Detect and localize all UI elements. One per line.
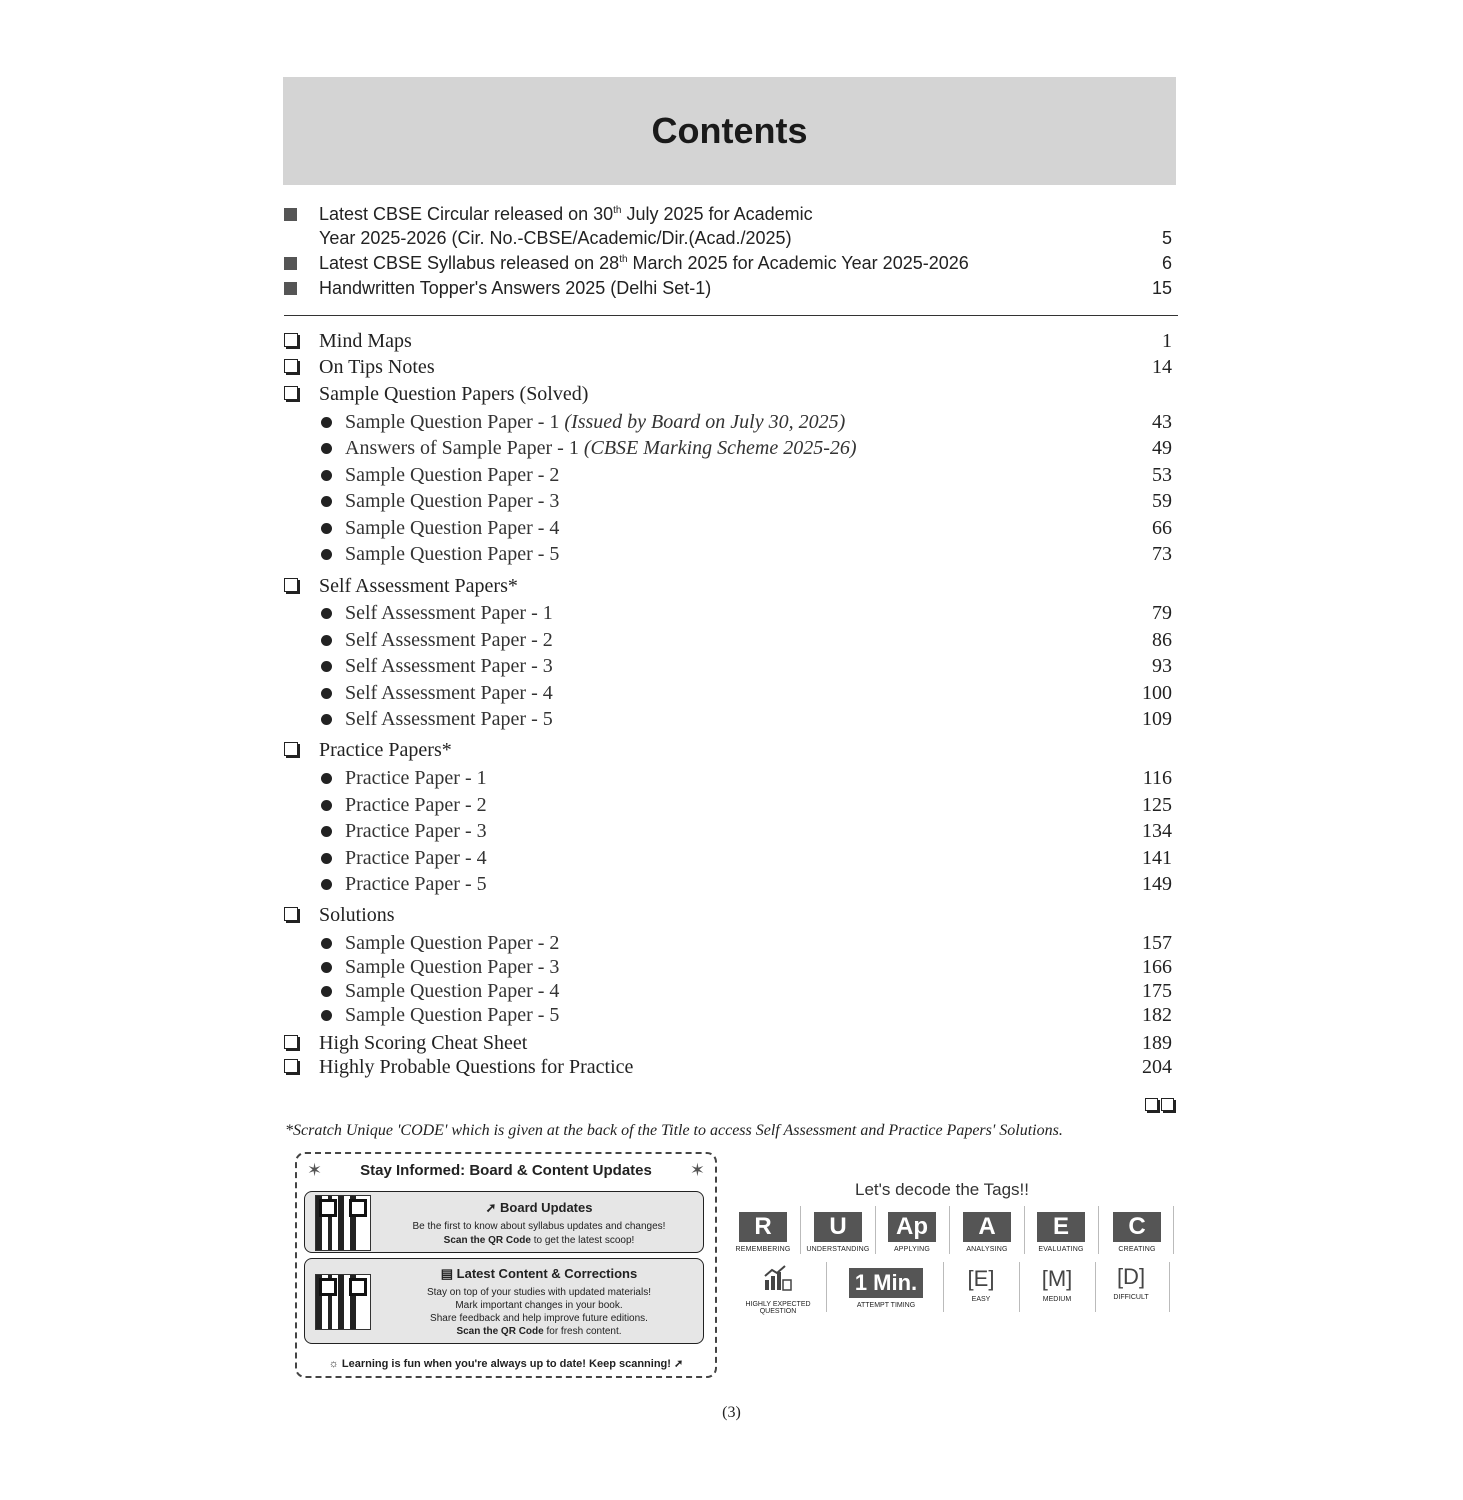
bullet-icon: [321, 688, 332, 699]
updates-panel: [295, 1152, 717, 1378]
contents-header: [283, 77, 1176, 185]
page-number: 189: [1142, 1032, 1172, 1054]
toc-section-sqp[interactable]: [284, 383, 1176, 407]
entry-label: High Scoring Cheat Sheet: [319, 1032, 528, 1054]
toc-sub-entry[interactable]: [284, 517, 1176, 541]
board-updates-card[interactable]: ➚ Board Updates Be the first to know about syllabus updates and changes! Scan the QR Code to get the latest scoop!: [304, 1191, 704, 1253]
rocket-icon: ➚: [485, 1200, 501, 1215]
toc-sub-entry[interactable]: [284, 629, 1176, 653]
entry-label: Practice Paper - 3: [345, 820, 487, 842]
footnote: *Scratch Unique 'CODE' which is given at the back of the Title to access Self Assessment and Practice Papers' Solutions.: [285, 1122, 1063, 1139]
bullet-icon: [321, 962, 332, 973]
tag-attempt-timing: 1 Min. ATTEMPT TIMING: [840, 1268, 932, 1309]
entry-label: Self Assessment Paper - 2: [345, 629, 553, 651]
scan-label: Scan the QR Code: [456, 1326, 544, 1337]
entry-label: Sample Question Paper - 5: [345, 1004, 560, 1026]
toc-sub-entry[interactable]: [284, 956, 1176, 980]
page-number: 6: [1161, 253, 1172, 273]
page-number: 73: [1152, 543, 1172, 565]
entry-label: Sample Question Paper - 3: [345, 490, 560, 512]
page-number: 100: [1142, 682, 1172, 704]
bullet-icon: [321, 986, 332, 997]
divider: [284, 315, 1178, 316]
page-number: 175: [1142, 980, 1172, 1002]
checkbox-bullet-icon: [284, 1059, 298, 1073]
scan-label: Scan the QR Code: [443, 1235, 531, 1246]
toc-section-self-assessment[interactable]: [284, 575, 1176, 599]
toc-entry-mind-maps[interactable]: [284, 330, 1176, 354]
checkbox-bullet-icon: [284, 386, 298, 400]
page-number: 109: [1142, 708, 1172, 730]
updates-heading: Stay Informed: Board & Content Updates: [360, 1162, 652, 1179]
bullet-icon: [321, 1010, 332, 1021]
toc-sub-entry[interactable]: [284, 464, 1176, 488]
page-number: 134: [1142, 820, 1172, 842]
entry-label: Sample Question Paper - 5: [345, 543, 560, 565]
entry-label: Practice Paper - 2: [345, 794, 487, 816]
entry-note: (CBSE Marking Scheme 2025-26): [583, 437, 857, 459]
latest-content-card[interactable]: ▤ Latest Content & Corrections Stay on top of your studies with updated materials! Mark important changes in your book. Share feedback and help improve future editions. Scan the QR Code for fresh content.: [304, 1258, 704, 1344]
tag-analysing: A ANALYSING: [950, 1212, 1024, 1253]
latest-content-title: Latest Content & Corrections: [456, 1266, 638, 1281]
toc-section-solutions[interactable]: [284, 904, 1176, 928]
bullet-icon: [321, 800, 332, 811]
page-number: 116: [1142, 767, 1172, 789]
party-popper-icon: ✶: [307, 1160, 323, 1180]
square-bullet-icon: [284, 282, 297, 295]
entry-note: (Issued by Board on July 30, 2025): [564, 411, 846, 433]
page-number: 43: [1152, 411, 1172, 433]
bullet-icon: [321, 879, 332, 890]
checkbox-bullet-icon: [284, 333, 298, 347]
page-number: 79: [1152, 602, 1172, 624]
checkbox-bullet-icon: [284, 1035, 298, 1049]
toc-sub-entry[interactable]: [284, 490, 1176, 514]
item-text-line2: Year 2025-2026 (Cir. No.-CBSE/Academic/Dir.(Acad./2025): [319, 228, 792, 248]
tag-creating: C CREATING: [1100, 1212, 1174, 1253]
updates-footer: Learning is fun when you're always up to date! Keep scanning!: [341, 1358, 671, 1370]
tag-highly-expected: HIGHLY EXPECTED QUESTION: [738, 1264, 818, 1315]
bullet-icon: [321, 635, 332, 646]
toc-sub-entry[interactable]: [284, 437, 1176, 461]
page-number: 182: [1142, 1004, 1172, 1026]
page-number: 157: [1142, 932, 1172, 954]
toc-sub-entry[interactable]: [284, 411, 1176, 435]
toc-top-item[interactable]: [284, 278, 1174, 300]
latest-content-line: Mark important changes in your book.: [455, 1300, 623, 1311]
toc-top-item[interactable]: Latest CBSE Syllabus released on 28th March 2025 for Academic Year 2025-2026 6: [284, 253, 1174, 275]
bullet-icon: [321, 608, 332, 619]
entry-label: Sample Question Paper - 2: [345, 932, 560, 954]
entry-label: Sample Question Paper - 2: [345, 464, 560, 486]
tags-title: Let's decode the Tags!!: [855, 1180, 1030, 1199]
entry-label: Self Assessment Paper - 4: [345, 682, 553, 704]
bullet-icon: [321, 773, 332, 784]
bullet-icon: [321, 496, 332, 507]
toc-sub-entry[interactable]: [284, 794, 1176, 818]
toc-sub-entry[interactable]: [284, 767, 1176, 791]
bullet-icon: [321, 417, 332, 428]
toc-sub-entry[interactable]: [284, 1004, 1176, 1028]
page-number: 86: [1152, 629, 1172, 651]
entry-label: Self Assessment Paper - 5: [345, 708, 553, 730]
toc-entry-tips-notes[interactable]: [284, 356, 1176, 380]
page-number: 141: [1142, 847, 1172, 869]
toc-section-practice-papers[interactable]: [284, 739, 1176, 763]
toc-sub-entry[interactable]: [284, 847, 1176, 871]
page-number: 204: [1142, 1056, 1172, 1078]
toc-sub-entry[interactable]: [284, 682, 1176, 706]
toc-sub-entry[interactable]: [284, 873, 1176, 897]
qr-code-icon[interactable]: [315, 1274, 371, 1330]
entry-label: Highly Probable Questions for Practice: [319, 1056, 634, 1078]
entry-label: Answers of Sample Paper - 1: [345, 437, 584, 459]
toc-sub-entry[interactable]: [284, 820, 1176, 844]
bullet-icon: [321, 523, 332, 534]
rocket-icon: ➚: [670, 1358, 684, 1370]
entry-label: On Tips Notes: [319, 356, 435, 378]
item-text: Handwritten Topper's Answers 2025 (Delhi Set-1): [319, 278, 712, 298]
toc-entry-probable-questions[interactable]: [284, 1056, 1176, 1080]
chart-icon: [763, 1264, 793, 1292]
bullet-icon: [321, 714, 332, 725]
tag-evaluating: E EVALUATING: [1038, 1213, 1084, 1253]
entry-label: Sample Question Paper - 1: [345, 411, 565, 433]
entry-label: Self Assessment Paper - 3: [345, 655, 553, 677]
tag-remembering: R REMEMBERING: [735, 1213, 791, 1253]
bullet-icon: [321, 443, 332, 454]
latest-content-line: Stay on top of your studies with updated materials!: [426, 1287, 651, 1298]
tag-medium: [M] MEDIUM: [1041, 1266, 1073, 1303]
bullet-icon: [321, 470, 332, 481]
toc-sub-entry[interactable]: [284, 980, 1176, 1004]
section-label: Solutions: [319, 904, 395, 926]
bullet-icon: [321, 853, 332, 864]
tag-difficult: [D] DIFFICULT: [1113, 1264, 1149, 1301]
square-bullet-icon: [284, 208, 297, 221]
page-title: Contents: [651, 110, 808, 151]
lightbulb-icon: ☼: [328, 1358, 342, 1370]
tag-applying: Ap APPLYING: [875, 1212, 949, 1253]
entry-label: Practice Paper - 5: [345, 873, 487, 895]
entry-label: Sample Question Paper - 3: [345, 956, 560, 978]
toc-sub-entry[interactable]: [284, 655, 1176, 679]
page-number: 15: [1151, 278, 1172, 298]
toc-sub-entry[interactable]: [284, 602, 1176, 626]
page-number: 59: [1152, 490, 1172, 512]
section-label: Practice Papers*: [319, 739, 452, 761]
page-number: 49: [1152, 437, 1172, 459]
board-updates-line: Be the first to know about syllabus updates and changes!: [412, 1221, 666, 1232]
page-number: 1: [1162, 330, 1172, 352]
page-number: 66: [1152, 517, 1172, 539]
page-number: 166: [1142, 956, 1172, 978]
bullet-icon: [321, 938, 332, 949]
toc-entry-cheat-sheet[interactable]: [284, 1032, 1176, 1056]
section-label: Sample Question Papers (Solved): [319, 383, 589, 405]
tag-understanding: U UNDERSTANDING: [806, 1213, 870, 1253]
qr-code-icon[interactable]: [315, 1195, 371, 1251]
bullet-icon: [321, 661, 332, 672]
tag-easy: [E] EASY: [967, 1266, 995, 1303]
entry-label: Practice Paper - 4: [345, 847, 487, 869]
item-text: Latest CBSE Circular released on 30: [319, 204, 614, 224]
toc-sub-entry[interactable]: [284, 708, 1176, 732]
end-mark-icon: [1145, 1098, 1177, 1116]
entry-label: Sample Question Paper - 4: [345, 517, 560, 539]
page-number: 125: [1142, 794, 1172, 816]
page-number: 53: [1152, 464, 1172, 486]
square-bullet-icon: [284, 257, 297, 270]
party-popper-icon: ✶: [689, 1160, 705, 1180]
bullet-icon: [321, 549, 332, 560]
entry-label: Sample Question Paper - 4: [345, 980, 560, 1002]
page-number: 149: [1142, 873, 1172, 895]
checkbox-bullet-icon: [284, 742, 298, 756]
checkbox-bullet-icon: [284, 359, 298, 373]
entry-label: Self Assessment Paper - 1: [345, 602, 553, 624]
bullet-icon: [321, 826, 332, 837]
entry-label: Practice Paper - 1: [345, 767, 487, 789]
board-updates-title: Board Updates: [500, 1200, 593, 1215]
entry-label: Mind Maps: [319, 330, 412, 352]
item-text: Latest CBSE Syllabus released on 28: [319, 253, 620, 273]
checkbox-bullet-icon: [284, 578, 298, 592]
checkbox-bullet-icon: [284, 907, 298, 921]
page-number: 5: [1161, 228, 1172, 248]
section-label: Self Assessment Papers*: [319, 575, 518, 597]
toc-sub-entry[interactable]: [284, 932, 1176, 956]
page-number: 14: [1152, 356, 1172, 378]
toc-sub-entry[interactable]: [284, 543, 1176, 567]
page-number: 93: [1152, 655, 1172, 677]
page-number-footer: (3): [722, 1404, 741, 1421]
latest-content-line: Share feedback and help improve future editions.: [430, 1313, 648, 1324]
books-icon: ▤: [440, 1266, 457, 1281]
toc-top-item[interactable]: Latest CBSE Circular released on 30th July 2025 for Academic Year 2025-2026 (Cir. No.-CBSE/Academic/Dir.(Acad./2025) 5: [284, 204, 1174, 250]
